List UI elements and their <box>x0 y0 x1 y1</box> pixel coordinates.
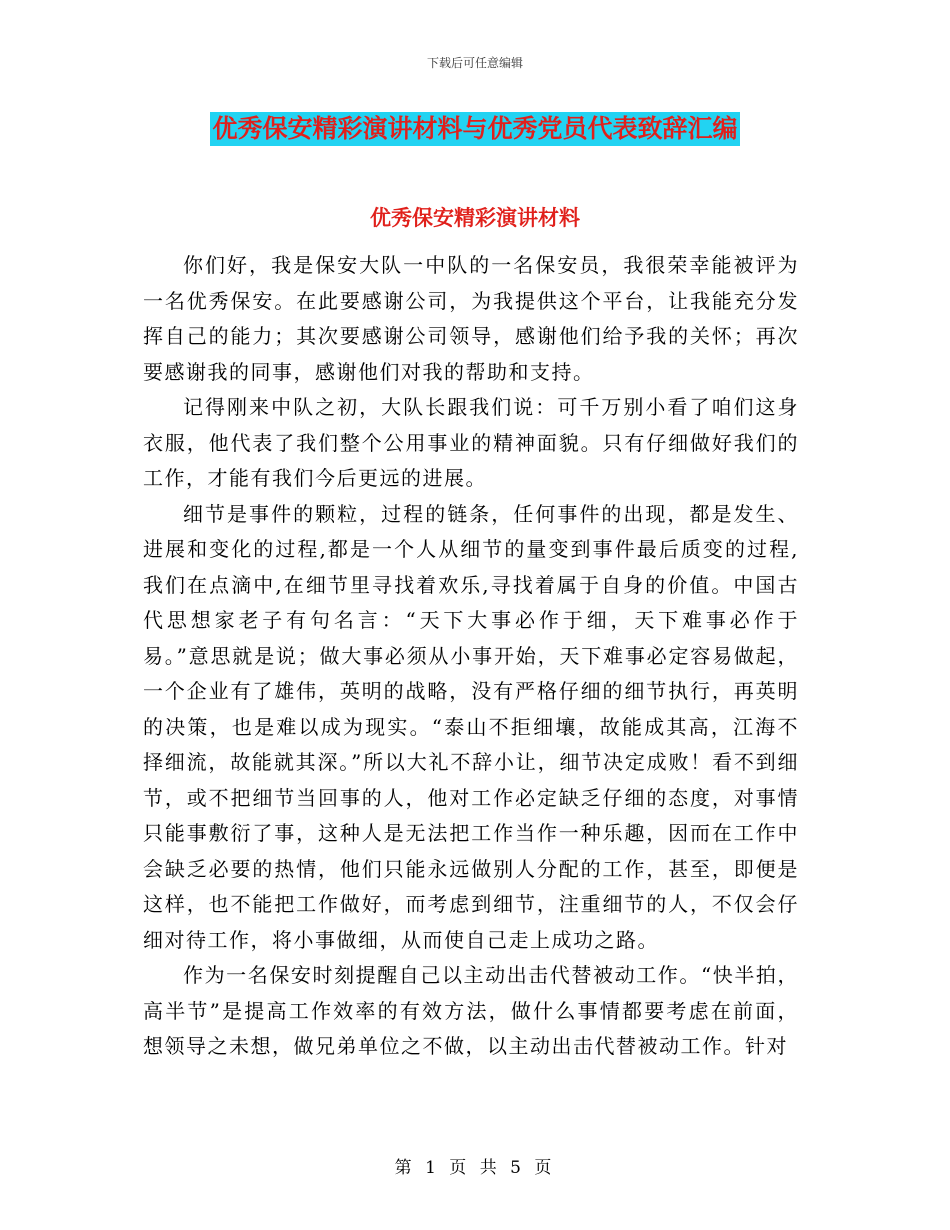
paragraph-2: 记得刚来中队之初，大队长跟我们说：可千万别小看了咱们这身衣服，他代表了我们整个公用事业的精神面貌。只有仔细做好我们的工作，才能有我们今后更远的进展。 <box>143 395 799 490</box>
paragraph-1: 你们好，我是保安大队一中队的一名保安员，我很荣幸能被评为一名优秀保安。在此要感谢公司，为我提供这个平台，让我能充分发挥自己的能力；其次要感谢公司领导，感谢他们给予我的关怀；再次要感谢我的同事，感谢他们对我的帮助和支持。 <box>143 253 799 384</box>
download-note: 下载后可任意编辑 <box>426 56 523 70</box>
body-text <box>143 248 799 1065</box>
section-title: 优秀保安精彩演讲材料 <box>370 206 580 230</box>
main-title-container <box>0 112 950 146</box>
page-number: 第 1 页 共 5 页 <box>394 1158 556 1178</box>
main-title: 优秀保安精彩演讲材料与优秀党员代表致辞汇编 <box>210 112 739 146</box>
paragraph-3: 细节是事件的颗粒，过程的链条，任何事件的出现，都是发生、进展和变化的过程,都是一个人从细节的量变到事件最后质变的过程,我们在点滴中,在细节里寻找着欢乐,寻找着属于自身的价值。中国古代思想家老子有句名言：“天下大事必作于细，天下难事必作于易。”意思就是说；做大事必须从小事开始，天下难事必定容易做起，一个企业有了雄伟，英明的战略，没有严格仔细的细节执行，再英明的决策，也是难以成为现实。“泰山不拒细壤，故能成其高，江海不择细流，故能就其深。”所以大礼不辞小让，细节决定成败！看不到细节，或不把细节当回事的人，他对工作必定缺乏仔细的态度，对事情只能事敷衍了事，这种人是无法把工作当作一种乐趣，因而在工作中会缺乏必要的热情，他们只能永远做别人分配的工作，甚至，即便是这样，也不能把工作做好，而考虑到细节，注重细节的人，不仅会仔细对待工作，将小事做细，从而使自己走上成功之路。 <box>143 501 799 952</box>
paragraph-4: 作为一名保安时刻提醒自己以主动出击代替被动工作。“快半拍，高半节”是提高工作效率的有效方法，做什么事情都要考虑在前面，想领导之未想，做兄弟单位之不做，以主动出击代替被动工作。针对 <box>143 963 799 1058</box>
